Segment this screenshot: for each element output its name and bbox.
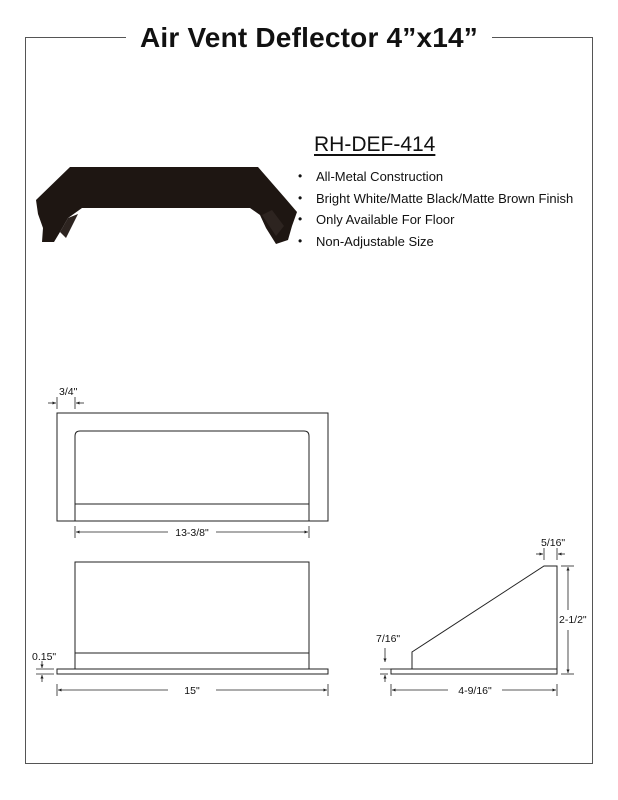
dim-side-front-height [380,648,408,682]
product-photo [36,167,297,244]
top-view-drawing [57,413,328,521]
feature-item: • Only Available For Floor [296,209,573,231]
dim-label-side-top: 5/16" [541,537,566,549]
side-view-drawing [391,566,557,674]
dim-side-top [536,548,565,560]
dim-label-side-height: 2-1/2" [559,614,587,626]
dim-label-front-width: 15" [184,685,200,697]
dim-label-side-depth: 4-9/16" [458,685,492,697]
model-number: RH-DEF-414 [314,133,436,156]
dim-front-thickness [36,661,54,682]
dim-label-top-inner-width: 13-3/8" [175,527,209,539]
front-view-drawing [57,562,328,674]
feature-item: • All-Metal Construction [296,166,573,188]
dim-label-top-lip: 3/4" [59,386,78,398]
dim-label-front-thickness: 0.15" [32,651,57,663]
feature-item: • Bright White/Matte Black/Matte Brown Finish [296,188,573,210]
dim-label-side-front-height: 7/16" [376,633,401,645]
page-title: Air Vent Deflector 4”x14” [0,22,618,54]
dim-top-lip [48,397,84,409]
feature-item: • Non-Adjustable Size [296,231,573,253]
